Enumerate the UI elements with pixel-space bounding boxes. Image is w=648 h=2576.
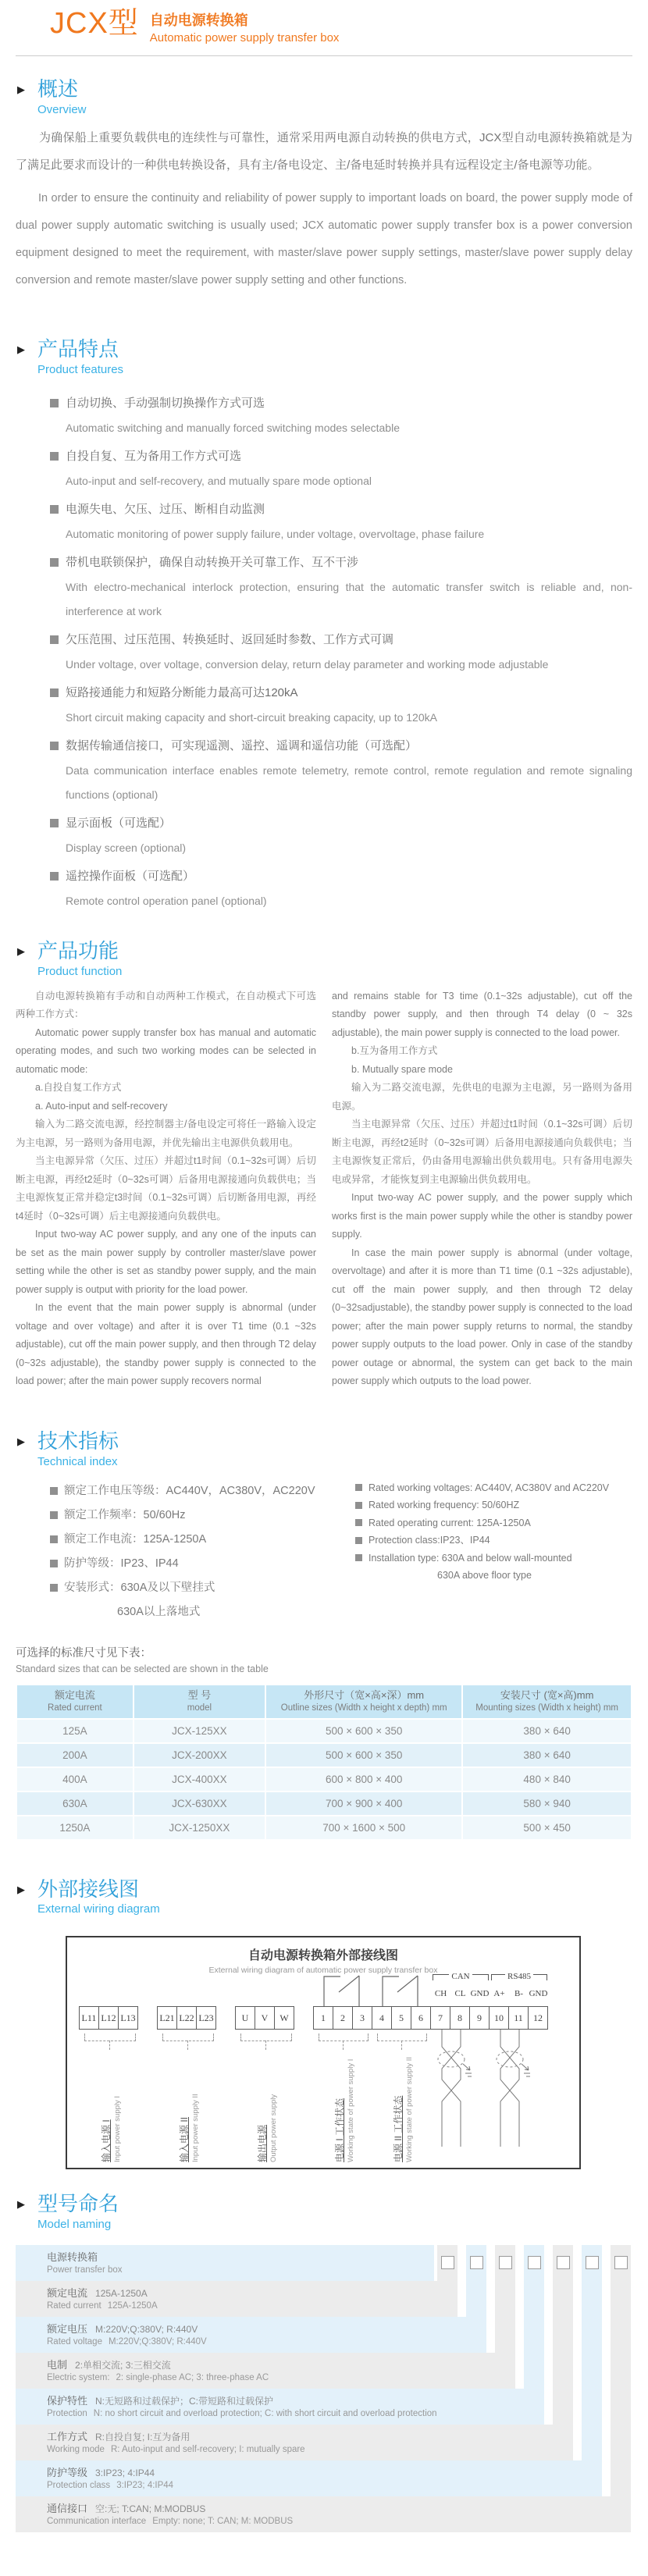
feature-item: 电源失电、欠压、过压、断相自动监测 Automatic monitoring of power supply failure, under voltage, overvoltage, phase failure [50,496,632,546]
terminal-cell: 9 [469,2006,490,2030]
code-column [582,2245,602,2460]
feature-item: 欠压范围、过压范围、转换延时、返回延时参数、工作方式可调 Under voltage, over voltage, conversion delay, return delay parameter and working mode adjustable [50,627,632,677]
bullet-square-icon [355,1502,362,1509]
naming-row: 保护特性 N:无短路和过载保护；C:带短路和过载保护 Protection N: no short circuit and overload protection; C: with short circuit and overload protection [16,2389,544,2425]
table-row: 125A JCX-125XX 500 × 600 × 350 380 × 640 [16,1719,632,1743]
group-bracket [377,2033,427,2041]
bullet-square-icon [50,872,59,881]
function-section [16,940,632,1391]
code-box [614,2256,628,2269]
group-bracket [162,2033,214,2041]
bullet-square-icon [50,1584,58,1592]
rotated-label: 电源 II 工作状态 Working state of power supply II [393,2057,414,2163]
bullet-square-icon [50,742,59,750]
technical-heading-en: Technical index [37,1454,118,1468]
terminal-cell: L21 [157,2006,177,2030]
group-bracket [84,2033,136,2041]
overview-heading-en: Overview [37,102,87,116]
product-title-en: Automatic power supply transfer box [149,31,340,44]
bullet-square-icon [50,635,59,644]
features-heading-en: Product features [37,362,124,376]
overview-paragraph-en: In order to ensure the continuity and reliability of power supply to important loads on board, the power supply mode of dual power supply automatic switching is usually used; JCX automatic power supply transfer box is a power conversion equipment designed to meet the requirement, with master/slave power supply settings, master/slave power supply delay conversion and remote master/slave power supply setting and other functions. [16,191,632,286]
feature-item: 数据传输通信接口，可实现遥测、遥控、遥调和遥信功能（可选配） Data communication interface enables remote telemetry, remote control, remote regulation and remote signaling functions (optional) [50,733,632,807]
bullet-square-icon [355,1537,362,1544]
naming-row: 防护等级 3:IP23; 4:IP44 Protection class 3:IP23; 4:IP44 [16,2460,602,2496]
function-heading-zh: 产品功能 [37,938,119,962]
feature-item: 显示面板（可选配） Display screen (optional) [50,810,632,860]
terminal-group-output [236,2006,294,2030]
terminal-cell: 1 [313,2006,333,2030]
group-bracket [240,2033,292,2041]
rotated-label: 电源 I 工作状态 Working state of power supply I [334,2059,355,2163]
header-divider [16,55,632,56]
terminal-cell: V [255,2006,275,2030]
terminal-cell: L13 [118,2006,138,2030]
wiring-heading-zh: 外部接线图 [37,1877,140,1901]
page-header [16,0,632,44]
bullet-square-icon [50,1560,58,1567]
terminal-group-input1 [80,2006,138,2030]
bullet-square-icon [50,1511,58,1519]
naming-row: 通信接口 空:无; T:CAN; M:MODBUS Communication interface Empty: none; T: CAN; M: MODBUS [16,2496,631,2532]
naming-section [16,2193,632,2532]
table-row: 200A JCX-200XX 500 × 600 × 350 380 × 640 [16,1743,632,1767]
bullet-square-icon [355,1484,362,1491]
wiring-section [16,1878,632,2170]
wiring-title-zh: 自动电源转换箱外部接线图 [247,1949,398,1963]
terminal-cell: 7 [430,2006,450,2030]
code-column [611,2245,631,2496]
bullet-square-icon [355,1554,362,1561]
table-note-en: Standard sizes that can be selected are shown in the table [16,1663,269,1674]
naming-row: 电源转换箱 Power transfer box [16,2245,434,2281]
terminal-cell: 4 [372,2006,392,2030]
table-row: 400A JCX-400XX 600 × 800 × 400 480 × 840 [16,1767,632,1791]
feature-item: 自动切换、手动强制切换操作方式可选 Automatic switching and manually forced switching modes selectable [50,390,632,440]
terminal-cell: L12 [98,2006,119,2030]
wiring-title-en: External wiring diagram of automatic power supply transfer box [208,1966,438,1976]
technical-left-column: 额定工作电压等级：AC440V，AC380V，AC220V 额定工作频率：50/60Hz 额定工作电流：125A-1250A 防护等级：IP23、IP44 安装形式：630A及以下壁挂式 630A以上落地式 [16,1479,355,1624]
features-heading-zh: 产品特点 [37,336,119,361]
function-heading-en: Product function [37,964,123,978]
table-row: 630A JCX-630XX 700 × 900 × 400 580 × 940 [16,1791,632,1816]
naming-heading-zh: 型号命名 [37,2192,119,2216]
product-model-title: JCX型 [50,7,139,40]
overview-heading-zh: 概述 [37,77,79,101]
table-row: 1250A JCX-1250XX 700 × 1600 × 500 500 × 450 [16,1816,632,1840]
twisted-pair-icon [431,2030,472,2147]
feature-item: 短路接通能力和短路分断能力最高可达120kA Short circuit making capacity and short-circuit breaking capacity, up to 120kA [50,680,632,730]
terminal-cell: 11 [508,2006,529,2030]
bullet-square-icon [50,1487,58,1495]
wiring-heading-en: External wiring diagram [37,1902,160,1916]
overview-section [16,78,632,294]
bullet-square-icon [50,1535,58,1543]
code-box [586,2256,599,2269]
product-title-zh: 自动电源转换箱 [149,12,248,28]
bullet-square-icon [50,399,59,407]
terminal-cell: 2 [333,2006,353,2030]
code-box [470,2256,483,2269]
function-left-column: 自动电源转换箱有手动和自动两种工作模式，在自动模式下可选两种工作方式： Automatic power supply transfer box has manual and automatic operating modes, and such two working modes can be selected in automatic mode: a.自投自复工作方式 a. Auto-input and self-recovery 输入为二路交流电源，经控制器主/备电设定可将任一路输入设定为主电源，另一路则为备用电源，并优先输出主电源供负载用电。 当主电源异常（欠压、过压）并超过t1时间（0.1~32s可调）后切断主电源，再经t2延时（0~32s可调）后备用电源接通向负载供电；当主电源恢复正常并稳定t3时间（0.1~32s可调）后切断备用电源，再经t4延时（0~32s可调）后主电源接通向负载供电。 Input two-way AC power supply, and any one of the inputs can be set as the main power supply by controller master/slave power setting while the other is set as standby power supply, and the main power supply is output with priority for the load power. In the event that the main power supply is abnormal (under voltage and over voltage) and after it is over T1 time (0.1 ~32s adjustable), cut off the main power supply, and then through T2 delay (0~32s adjustable), the standby power supply is connected to the load power; after the main power supply recovers normal [16,990,316,1387]
twisted-pair-icon [490,2030,530,2147]
rs485-bracket: RS485 [491,1972,547,1983]
switch-symbol-icon [314,1970,372,2006]
overview-paragraph-zh: 为确保船上重要负载供电的连续性与可靠性，通常采用两电源自动转换的供电方式，JCX型自动电源转换箱就是为了满足此要求而设计的一种供电转换设备，具有主/备电设定、主/备电延时转换并具有远程设定主/备电源等功能。 [16,130,632,172]
bullet-square-icon [50,558,59,567]
technical-right-continuation: 630A above floor type [437,1570,532,1582]
section-marker-icon: ▶ [17,84,25,95]
switch-symbol-icon [372,1970,431,2006]
size-table [16,1684,632,1841]
code-box [528,2256,541,2269]
terminal-cell: 6 [411,2006,431,2030]
rotated-label: 输出电源 Output power supply [257,2094,278,2163]
table-note-zh: 可选择的标准尺寸见下表： [16,1646,151,1660]
technical-right-column: Rated working voltages: AC440V, AC380V and AC220V Rated working frequency: 50/60HZ Rated operating current: 125A-1250A Protection class:IP23、IP44 Installation type: 630A and below wall-mounted 630A above floor type [355,1479,617,1624]
group-bracket [319,2033,369,2041]
code-box [499,2256,512,2269]
feature-item: 带机电联锁保护，确保自动转换开关可靠工作、互不干涉 With electro-mechanical interlock protection, ensuring that the automatic transfer switch is reliable and, non-interference at work [50,550,632,624]
terminal-cell: L23 [196,2006,216,2030]
terminal-cell: L22 [176,2006,197,2030]
bullet-square-icon [50,505,59,514]
model-naming-diagram [16,2245,632,2532]
section-marker-icon: ▶ [17,343,25,355]
table-header-row: 额定电流 Rated current 型 号 model 外形尺寸（宽×高×深）mm Outline sizes (Width x height x depth) mm 安装尺寸 (宽×高)mm Mounting sizes (Width x height) mm [16,1685,632,1719]
code-box [441,2256,454,2269]
technical-section [16,1430,632,1841]
terminal-cell: W [274,2006,294,2030]
technical-columns [16,1479,632,1624]
section-marker-icon: ▶ [17,1435,25,1447]
terminal-cell: 12 [528,2006,548,2030]
technical-heading-zh: 技术指标 [37,1429,119,1453]
section-marker-icon: ▶ [17,945,25,957]
features-list [50,390,632,913]
rotated-label: 输入电源 II Input power supply II [179,2094,200,2163]
wiring-diagram [66,1936,581,2169]
terminal-cell: 8 [450,2006,470,2030]
terminal-cell: 3 [352,2006,372,2030]
bullet-square-icon [50,688,59,697]
naming-row: 工作方式 R:自投自复; I:互为备用 Working mode R: Auto-input and self-recovery; I: mutually spare [16,2425,573,2460]
terminal-group-signals [314,2006,548,2030]
naming-row: 额定电流 125A-1250A Rated current 125A-1250A [16,2281,458,2317]
can-bracket: CAN [433,1972,489,1983]
terminal-cell: 5 [391,2006,411,2030]
bullet-square-icon [50,819,59,827]
terminal-cell: 10 [489,2006,509,2030]
naming-heading-en: Model naming [37,2218,112,2232]
section-marker-icon: ▶ [17,2198,25,2211]
code-box [557,2256,570,2269]
function-columns [16,987,632,1391]
naming-row: 电制 2:单相交流; 3:三相交流 Electric system: 2: single-phase AC; 3: three-phase AC [16,2353,515,2389]
features-section [16,338,632,913]
feature-item: 遥控操作面板（可选配） Remote control operation panel (optional) [50,863,632,913]
signal-labels: CH CL GND A+ B- GND [434,1989,548,1999]
feature-item: 自投自复、互为备用工作方式可选 Auto-input and self-recovery, and mutually spare mode optional [50,443,632,493]
terminal-group-input2 [158,2006,216,2030]
bullet-square-icon [355,1519,362,1526]
function-right-column: and remains stable for T3 time (0.1~32s adjustable), cut off the standby power supply, and then through T4 delay (0 ~ 32s adjustable), the main power supply is connected to the load power. b.互为备用工作方式 b. Mutually spare mode 输入为二路交流电源，先供电的电源为主电源，另一路则为备用电源。 当主电源异常（欠压、过压）并超过t1时间（0.1~32s可调）后切断主电源，再经t2延时（0~32s可调）后备用电源接通向负载供电；当主电源恢复正常后，仍由备用电源输出供负载用电。只有备用电源失电或异常，才能恢复到主电源输出供负载用电。 Input two-way AC power supply, and the power supply which works first is the main power supply while the other is standby power supply. In case the main power supply is abnormal (under voltage, overvoltage) and after it is more than T1 time (0.1 ~32s adjustable), cut off the main power supply, and then through T2 delay (0~32sadjustable), the standby power supply is connected to the load power; after the main power supply returns to normal, the standby power supply outputs to the load power. Only in case of the standby power outage or abnormal, the system can get back to the main power supply which outputs to the load power. [332,990,632,1387]
naming-row: 额定电压 M:220V;Q:380V; R:440V Rated voltage M:220V;Q:380V; R:440V [16,2317,486,2353]
terminal-cell: L11 [79,2006,99,2030]
code-column [553,2245,573,2425]
rotated-label: 输入电源 I Input power supply I [101,2096,122,2163]
technical-left-continuation: 630A以上落地式 [117,1605,201,1618]
bullet-square-icon [50,452,59,461]
terminal-cell: U [235,2006,255,2030]
section-marker-icon: ▶ [17,1883,25,1895]
